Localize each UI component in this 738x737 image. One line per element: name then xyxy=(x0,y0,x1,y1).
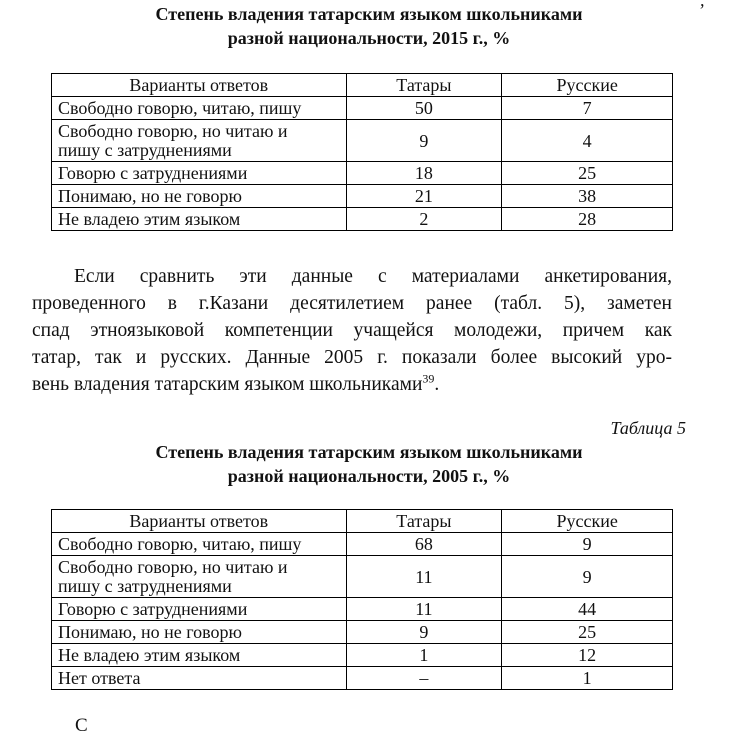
paragraph-line: проведенного в г.Казани десятилетием ранее (табл. 5), заметен xyxy=(32,293,672,314)
table1-header-russians: Русские xyxy=(502,74,673,97)
table2-caption-line1: Степень владения татарским языком школьниками xyxy=(155,442,583,462)
answer-line: Свободно говорю, но читаю и xyxy=(58,121,288,141)
answer-cell: Говорю с затруднениями xyxy=(52,598,347,621)
table1-header-answer: Варианты ответов xyxy=(52,74,347,97)
russians-cell: 7 xyxy=(502,97,673,120)
table2-header-answer: Варианты ответов xyxy=(52,510,347,533)
table2-label: Таблица 5 xyxy=(610,418,686,438)
table-row xyxy=(52,598,673,621)
russians-cell: 4 xyxy=(502,120,673,162)
table-row xyxy=(52,208,673,231)
answer-cell xyxy=(52,120,347,162)
russians-cell: 25 xyxy=(502,621,673,644)
paragraph-last-line xyxy=(32,371,672,398)
tatars-cell: 1 xyxy=(346,644,502,667)
tatars-cell: 11 xyxy=(346,598,502,621)
table-row xyxy=(52,533,673,556)
body-paragraph xyxy=(32,263,672,398)
footnote-ref: 39 xyxy=(422,371,435,386)
table-row xyxy=(52,97,673,120)
table1-caption-line1: Степень владения татарским языком школьниками xyxy=(155,4,583,24)
tatars-cell: 21 xyxy=(346,185,502,208)
answer-cell: Свободно говорю, читаю, пишу xyxy=(52,533,347,556)
table-row xyxy=(52,621,673,644)
tatars-cell: 50 xyxy=(346,97,502,120)
table2-header-russians: Русские xyxy=(502,510,673,533)
table1-caption xyxy=(0,2,738,50)
russians-cell: 9 xyxy=(502,533,673,556)
tatars-cell: 11 xyxy=(346,556,502,598)
table-row xyxy=(52,120,673,162)
table2-caption xyxy=(0,440,738,488)
paragraph-line: Если сравнить эти данные с материалами анкетирования, xyxy=(74,266,672,287)
cut-off-text-top: , xyxy=(700,0,705,10)
russians-cell: 38 xyxy=(502,185,673,208)
paragraph-line: татар, так и русских. Данные 2005 г. показали более высокий уро- xyxy=(32,347,672,368)
table1-header-tatars: Татары xyxy=(346,74,502,97)
table2-caption-line2: разной национальности, 2005 г., % xyxy=(227,466,511,486)
table-row xyxy=(52,644,673,667)
paragraph-end: . xyxy=(434,374,440,395)
tatars-cell: – xyxy=(346,667,502,690)
table1-header-row xyxy=(52,74,673,97)
answer-cell: Говорю с затруднениями xyxy=(52,162,347,185)
answer-cell: Понимаю, но не говорю xyxy=(52,185,347,208)
tatars-cell: 9 xyxy=(346,120,502,162)
answer-line: Свободно говорю, но читаю и xyxy=(58,557,288,577)
paragraph-line: вень владения татарским языком школьниками xyxy=(32,374,423,395)
table-row xyxy=(52,556,673,598)
table-row xyxy=(52,162,673,185)
answer-cell: Свободно говорю, читаю, пишу xyxy=(52,97,347,120)
paragraph-line: спад этноязыковой компетенции учащейся молодежи, причем как xyxy=(32,320,672,341)
russians-cell: 44 xyxy=(502,598,673,621)
russians-cell: 25 xyxy=(502,162,673,185)
answer-cell: Понимаю, но не говорю xyxy=(52,621,347,644)
cut-off-text-bottom: С xyxy=(75,715,88,736)
tatars-cell: 2 xyxy=(346,208,502,231)
table1 xyxy=(51,73,673,231)
table2-header-tatars: Татары xyxy=(346,510,502,533)
answer-cell: Нет ответа xyxy=(52,667,347,690)
table1-caption-line2: разной национальности, 2015 г., % xyxy=(227,28,511,48)
russians-cell: 1 xyxy=(502,667,673,690)
answer-cell: Не владею этим языком xyxy=(52,208,347,231)
russians-cell: 28 xyxy=(502,208,673,231)
tatars-cell: 18 xyxy=(346,162,502,185)
table2 xyxy=(51,509,673,690)
answer-line: пишу с затруднениями xyxy=(58,576,232,596)
answer-cell xyxy=(52,556,347,598)
table-row xyxy=(52,667,673,690)
tatars-cell: 68 xyxy=(346,533,502,556)
answer-cell: Не владею этим языком xyxy=(52,644,347,667)
answer-line: пишу с затруднениями xyxy=(58,140,232,160)
russians-cell: 12 xyxy=(502,644,673,667)
table-row xyxy=(52,185,673,208)
tatars-cell: 9 xyxy=(346,621,502,644)
russians-cell: 9 xyxy=(502,556,673,598)
table2-header-row xyxy=(52,510,673,533)
